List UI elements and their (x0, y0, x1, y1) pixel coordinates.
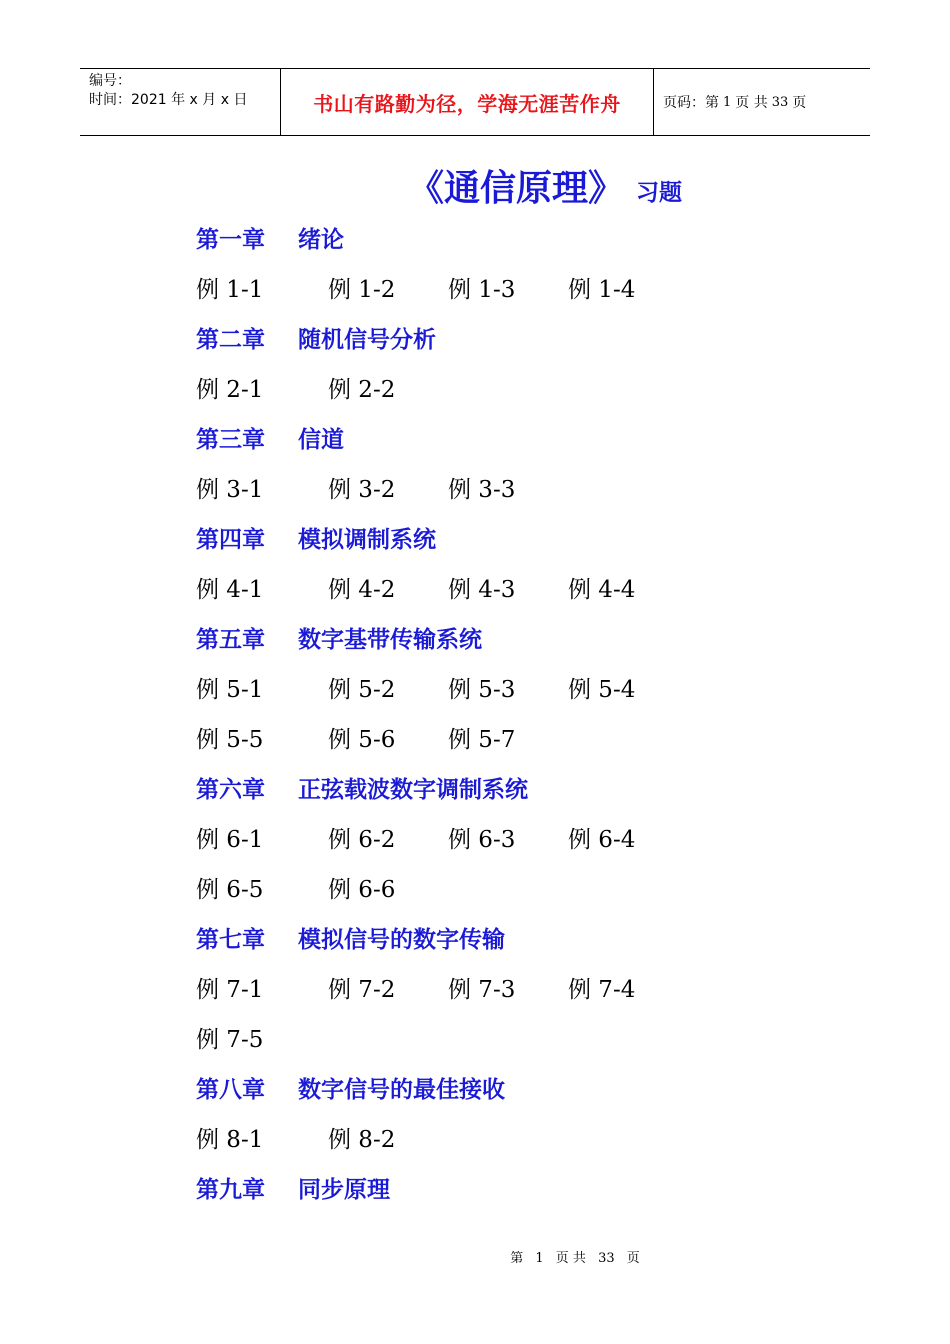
example-item: 例 4-4 (568, 576, 636, 603)
title-main: 《通信原理》 (407, 167, 624, 209)
example-item: 例 8-1 (196, 1126, 264, 1153)
chapter-name: 数字信号的最佳接收 (298, 1076, 505, 1103)
example-row (196, 962, 896, 1012)
chapter-heading (196, 412, 896, 462)
page-prefix: 页码：第 (663, 95, 719, 111)
chapter-name: 随机信号分析 (298, 326, 436, 353)
time-label: 时间：2021 年 x 月 x 日 (89, 92, 248, 108)
example-row (196, 462, 896, 512)
page-footer (0, 1247, 950, 1266)
document-header (80, 68, 870, 136)
chapter-number: 第四章 (196, 526, 265, 553)
example-item: 例 5-6 (328, 726, 396, 753)
chapter-heading (196, 512, 896, 562)
chapter-heading (196, 312, 896, 362)
example-item: 例 1-2 (328, 276, 396, 303)
example-item: 例 3-2 (328, 476, 396, 503)
example-item: 例 5-2 (328, 676, 396, 703)
header-meta-cell (80, 69, 281, 135)
example-item: 例 1-1 (196, 276, 264, 303)
example-item: 例 6-1 (196, 826, 264, 853)
example-item: 例 6-4 (568, 826, 636, 853)
example-item: 例 4-2 (328, 576, 396, 603)
example-item: 例 5-7 (448, 726, 516, 753)
chapter-list (196, 212, 896, 1212)
title-sub: 习题 (636, 180, 682, 206)
page-suffix: 页 (792, 95, 807, 111)
example-item: 例 4-1 (196, 576, 264, 603)
chapter-number: 第二章 (196, 326, 265, 353)
example-item: 例 4-3 (448, 576, 516, 603)
motto: 书山有路勤为径，学海无涯苦作舟 (313, 91, 621, 116)
chapter-number: 第六章 (196, 776, 265, 803)
example-item: 例 7-1 (196, 976, 264, 1003)
example-row (196, 262, 896, 312)
example-item: 例 6-2 (328, 826, 396, 853)
page-mid: 页 共 (735, 95, 768, 111)
example-item: 例 3-1 (196, 476, 264, 503)
example-item: 例 2-2 (328, 376, 396, 403)
example-item: 例 1-3 (448, 276, 516, 303)
example-row (196, 662, 896, 712)
chapter-number: 第八章 (196, 1076, 265, 1103)
example-item: 例 6-6 (328, 876, 396, 903)
example-item: 例 7-4 (568, 976, 636, 1003)
example-item: 例 2-1 (196, 376, 264, 403)
chapter-heading (196, 762, 896, 812)
example-item: 例 6-5 (196, 876, 264, 903)
chapter-heading (196, 612, 896, 662)
example-item: 例 1-4 (568, 276, 636, 303)
chapter-heading (196, 212, 896, 262)
chapter-name: 信道 (298, 426, 344, 453)
example-item: 例 6-3 (448, 826, 516, 853)
example-row (196, 1012, 896, 1062)
example-row (196, 812, 896, 862)
footer-current: 1 (535, 1251, 544, 1266)
chapter-heading (196, 1062, 896, 1112)
example-row (196, 562, 896, 612)
number-label: 编号： (89, 73, 131, 89)
example-item: 例 5-5 (196, 726, 264, 753)
chapter-name: 数字基带传输系统 (298, 626, 482, 653)
chapter-name: 模拟信号的数字传输 (298, 926, 505, 953)
footer-mid: 页 共 (555, 1251, 586, 1266)
example-row (196, 362, 896, 412)
page-title (0, 160, 950, 211)
chapter-name: 绪论 (298, 226, 344, 253)
chapter-name: 同步原理 (298, 1176, 390, 1203)
chapter-number: 第三章 (196, 426, 265, 453)
chapter-number: 第五章 (196, 626, 265, 653)
example-item: 例 7-5 (196, 1026, 264, 1053)
example-item: 例 8-2 (328, 1126, 396, 1153)
example-row (196, 712, 896, 762)
header-motto-cell (281, 69, 654, 135)
example-item: 例 7-2 (328, 976, 396, 1003)
chapter-number: 第七章 (196, 926, 265, 953)
chapter-heading (196, 1162, 896, 1212)
chapter-name: 模拟调制系统 (298, 526, 436, 553)
page-current: 1 (723, 94, 732, 110)
example-item: 例 5-4 (568, 676, 636, 703)
footer-prefix: 第 (510, 1251, 524, 1266)
chapter-number: 第一章 (196, 226, 265, 253)
example-item: 例 5-1 (196, 676, 264, 703)
footer-total: 33 (598, 1251, 615, 1266)
example-row (196, 1112, 896, 1162)
example-item: 例 7-3 (448, 976, 516, 1003)
chapter-number: 第九章 (196, 1176, 265, 1203)
example-item: 例 5-3 (448, 676, 516, 703)
header-page-cell (654, 69, 870, 135)
chapter-name: 正弦载波数字调制系统 (298, 776, 528, 803)
example-row (196, 862, 896, 912)
chapter-heading (196, 912, 896, 962)
page-total: 33 (771, 94, 789, 110)
example-item: 例 3-3 (448, 476, 516, 503)
footer-suffix: 页 (626, 1251, 640, 1266)
